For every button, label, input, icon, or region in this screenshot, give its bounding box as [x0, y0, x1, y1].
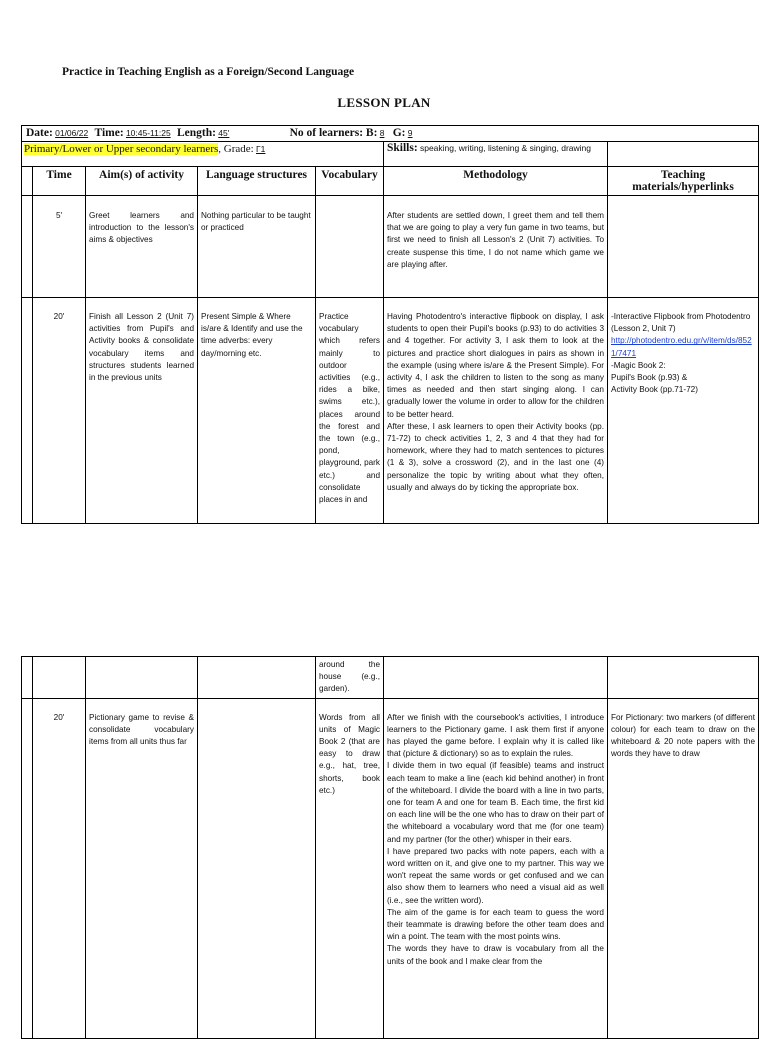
- table-row: [22, 298, 759, 524]
- row-aims: Greet learners and introduction to the lesson's aims & objectives: [86, 196, 198, 298]
- boys-count: 8: [379, 128, 385, 138]
- date-value: 01/06/22: [55, 128, 89, 138]
- row-aims: Pictionary game to revise & consolidate vocabulary items from all units thus far: [86, 698, 198, 1038]
- row-time: 5': [33, 196, 86, 298]
- time-value: 10:45-11:25: [125, 128, 171, 138]
- header-materials: Teaching materials/hyperlinks: [608, 167, 759, 196]
- header-time: Time: [33, 167, 86, 196]
- skills-label: Skills:: [387, 142, 418, 154]
- date-label: Date:: [26, 127, 53, 139]
- row-methodology: After students are settled down, I greet them and tell them that we are going to play a very fun game in two teams, but first we need to finish all Lesson's 2 (Unit 7) activities. To create suspense this time, I do not name which game we are playing after.: [384, 196, 608, 298]
- row-vocabulary: Words from all units of Magic Book 2 (that are easy to draw e.g., hat, tree, shorts, book etc.): [316, 698, 384, 1038]
- lesson-plan-table: [21, 125, 759, 524]
- header-vocabulary: Vocabulary: [316, 167, 384, 196]
- row-language: Present Simple & Where is/are & Identify and use the time adverbs: every day/morning etc.: [198, 298, 316, 524]
- row-materials: [608, 657, 759, 699]
- learners-label: No of learners: B:: [289, 127, 378, 139]
- girls-count: 9: [407, 128, 413, 138]
- lesson-plan-table-continued: [21, 656, 759, 1039]
- row-vocabulary: around the house (e.g., garden).: [316, 657, 384, 699]
- header-language: Language structures: [198, 167, 316, 196]
- row-language: [198, 698, 316, 1038]
- row-materials: [608, 196, 759, 298]
- header-methodology: Methodology: [384, 167, 608, 196]
- row-methodology: Having Photodentro's interactive flipbook on display, I ask students to open their Pupil's books (p.93) to do activities 3 and 4 together. For activity 3, I ask them to look at the pictures and practice short dialogues in pairs as shown in the example (using where is/are & the Present Simple). For activity 4, I ask the children to listen to the song as many times as needed and then start singing along. I can gradually lower the volume in order to allow for the children to be better heard. After these, I ask learners to open their Activity books (pp. 71-72) to check activities 1, 2, 3 and 4 that they had for homework, where they had to match sentences to pictures (1 & 3), solve a crossword (2), and in the last one (4) personalize the topic by writing about what they often, usually and always do by ticking the appropriate box.: [384, 298, 608, 524]
- grade-label: , Grade:: [218, 143, 254, 155]
- length-value: 45': [218, 128, 230, 138]
- table-row: [22, 698, 759, 1038]
- materials-books: -Magic Book 2: Pupil's Book (p.93) & Activity Book (pp.71-72): [611, 360, 698, 395]
- row-materials: For Pictionary: two markers (of different colour) for each team to draw on the whiteboard & 20 note papers with the words they have to draw: [608, 698, 759, 1038]
- length-label: Length:: [176, 127, 216, 139]
- table-row: [22, 196, 759, 298]
- course-title: Practice in Teaching English as a Foreign/Second Language: [62, 66, 355, 78]
- row-vocabulary: Practice vocabulary which refers mainly to outdoor activities (e.g., rides a bike, swims etc.), places around the forest and the town (e.g., pond, playground, park etc.) and consolidate places in and: [316, 298, 384, 524]
- grade-value: Γ1: [255, 144, 266, 154]
- level-text: Primary/Lower or Upper secondary learners: [24, 143, 219, 155]
- row-time: [33, 657, 86, 699]
- girls-label: G:: [392, 127, 406, 139]
- row-time: 20': [33, 298, 86, 524]
- materials-flipbook: -Interactive Flipbook from Photodentro (Lesson 2, Unit 7): [611, 312, 751, 334]
- skills-value: speaking, writing, listening & singing, drawing: [419, 143, 592, 153]
- header-row: [22, 167, 759, 196]
- row-vocabulary: [316, 196, 384, 298]
- level-row: [22, 142, 759, 167]
- document-title: LESSON PLAN: [337, 95, 431, 110]
- row-materials: [608, 298, 759, 524]
- row-methodology: After we finish with the coursebook's activities, I introduce learners to the Pictionary game. I ask them first if anyone has played the game before. I explain why it is called like that (picture & dictionary) so as to explain the rules. I divide them in two equal (if feasible) teams and instruct each team to make a line (each kid behind another) in front of the whiteboard. I divide the board with a line in two parts, one for team A and one for team B. Each time, the first kid on each line will be the one who has to draw on their part of the whiteboard a vocabulary word that me (for one team) and my partner (for the other) whisper in their ears. I have prepared two packs with note papers, each with a word written on it, and give one to my partner. This way we won't repeat the same words or get confused and we can also show them to learners who need a visual aid as well (i.e., see the written word). The aim of the game is for each team to guess the word their teammate is drawing before the other team does and win a point. The team with the most points wins. The words they have to draw is vocabulary from all the units of the book and I make clear from the: [384, 698, 608, 1038]
- row-language: [198, 657, 316, 699]
- row-aims: Finish all Lesson 2 (Unit 7) activities from Pupil's and Activity books & consolidate vocabulary items and structures students learned in the previous units: [86, 298, 198, 524]
- row-methodology: [384, 657, 608, 699]
- header-aims: Aim(s) of activity: [86, 167, 198, 196]
- time-label: Time:: [94, 127, 124, 139]
- row-language: Nothing particular to be taught or practiced: [198, 196, 316, 298]
- row-time: 20': [33, 698, 86, 1038]
- table-row: [22, 657, 759, 699]
- photodentro-link[interactable]: http://photodentro.edu.gr/v/item/ds/8521/7471: [611, 336, 752, 358]
- row-aims: [86, 657, 198, 699]
- info-row: [22, 126, 759, 142]
